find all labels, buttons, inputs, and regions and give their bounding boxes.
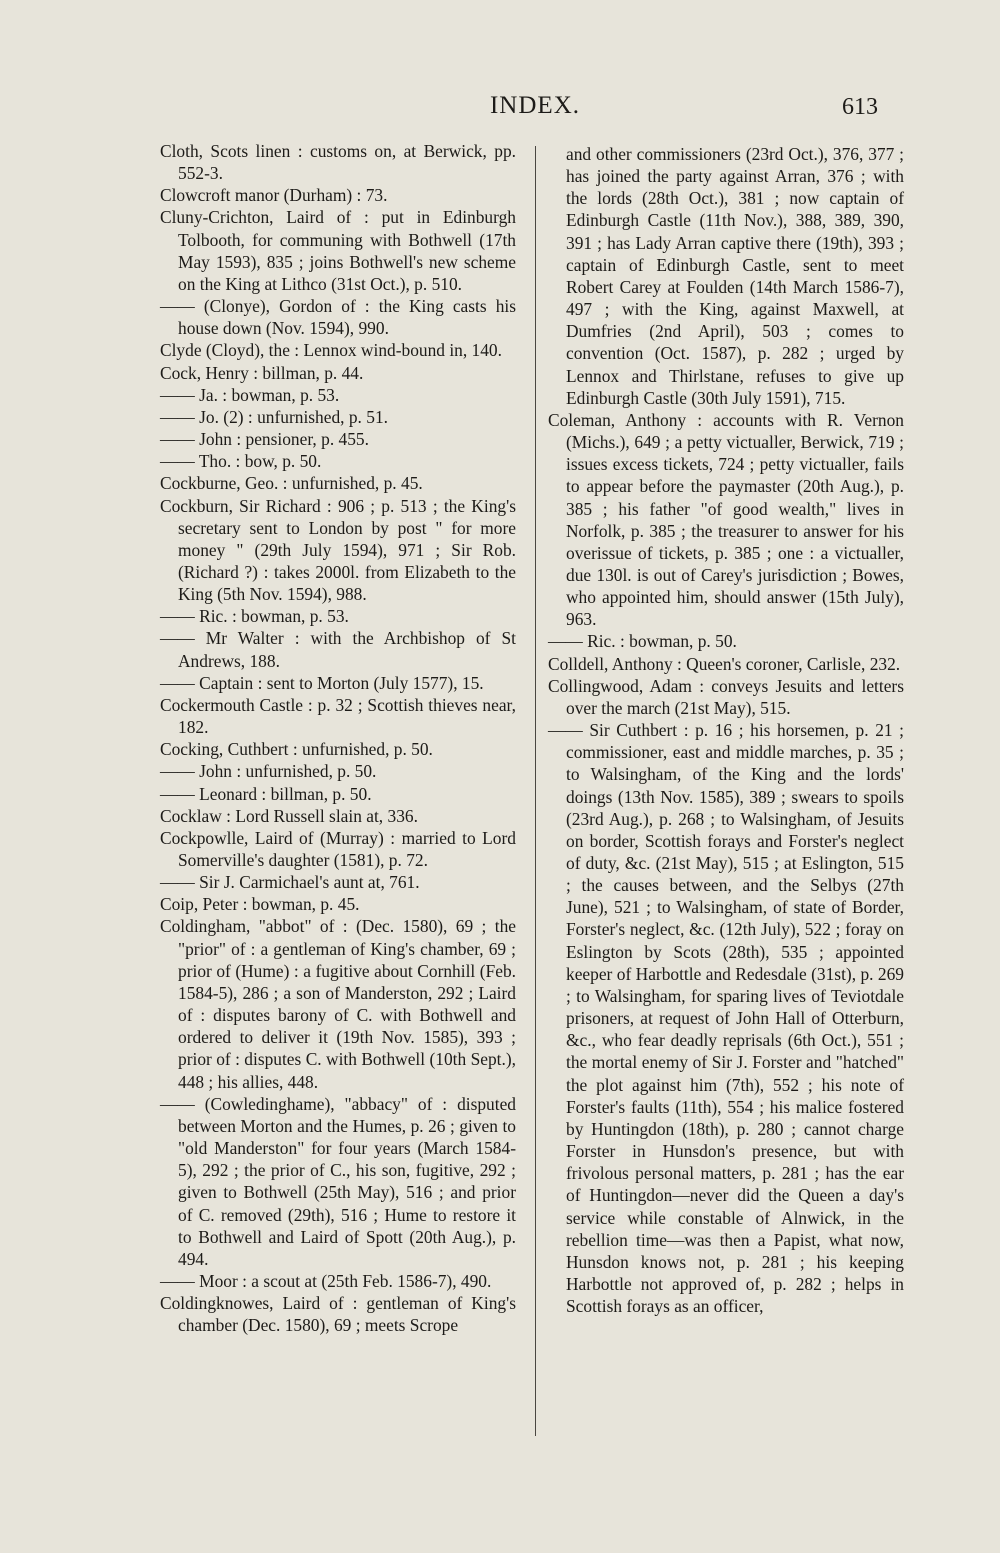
- index-entry: —— Leonard : billman, p. 50.: [160, 783, 372, 804]
- index-entry: —— John : unfurnished, p. 50.: [160, 761, 377, 782]
- index-entry: Cockermouth Castle : p. 32 ; Scottish thieves near, 182.: [160, 694, 516, 738]
- index-entry: Colldell, Anthony : Queen's coroner, Carlisle, 232.: [548, 653, 901, 674]
- index-column-right: [548, 143, 904, 1317]
- index-entry: —— Ja. : bowman, p. 53.: [160, 384, 340, 405]
- column-divider: [535, 146, 536, 1436]
- index-entry: —— Sir J. Carmichael's aunt at, 761.: [160, 872, 420, 893]
- index-entry: —— Ric. : bowman, p. 53.: [160, 606, 349, 627]
- index-entry: Cocklaw : Lord Russell slain at, 336.: [160, 805, 418, 826]
- index-entry: Cockburne, Geo. : unfurnished, p. 45.: [160, 473, 423, 494]
- index-entry: Cock, Henry : billman, p. 44.: [160, 362, 364, 383]
- index-entry: —— Captain : sent to Morton (July 1577), 15.: [160, 672, 484, 693]
- index-entry: —— Moor : a scout at (25th Feb. 1586-7), 490.: [160, 1270, 492, 1291]
- index-entry-continuation: and other commissioners (23rd Oct.), 376, 377 ; has joined the party against Arran, 376 ; with the lords (28th Oct.), 381 ; now captain of Edinburgh Castle (11th Nov.), 388, 389, 390, 391 ; has Lady Arran captive there (19th), 393 ; captain of Edinburgh Castle, sent to meet Robert Carey at Foulden (14th March 1586-7), 497 ; with the King, against Maxwell, at Dumfries (2nd April), 503 ; comes to convention (Oct. 1587), p. 282 ; urged by Lennox and Thirlstane, refuses to give up Edinburgh Castle (30th July 1591), 715.: [566, 144, 904, 408]
- index-entry: Cockburn, Sir Richard : 906 ; p. 513 ; the King's secretary sent to London by post " for more money " (29th July 1594), 971 ; Sir Rob. (Richard ?) : takes 2000l. from Elizabeth to the King (5th Nov. 1594), 988.: [160, 495, 516, 605]
- index-entry: Coleman, Anthony : accounts with R. Vernon (Michs.), 649 ; a petty victualler, Berwick, 719 ; issues excess tickets, 724 ; petty victualler, fails to appear before the paymaster (20th Aug.), p. 385 ; his father "of good wealth," lives in Norfolk, p. 385 ; the treasurer to answer for his overissue of tickets, p. 385 ; one : a victualler, due 130l. is out of Carey's jurisdiction ; Bowes, who appointed him, should answer (15th July), 963.: [548, 409, 904, 630]
- index-entry: Clyde (Cloyd), the : Lennox wind-bound in, 140.: [160, 340, 502, 361]
- index-entry: Cluny-Crichton, Laird of : put in Edinburgh Tolbooth, for communing with Bothwell (17th May 1593), 835 ; joins Bothwell's new scheme on the King at Lithco (31st Oct.), p. 510.: [160, 207, 516, 294]
- running-header-title: INDEX.: [489, 92, 580, 119]
- index-entry: Cloth, Scots linen : customs on, at Berwick, pp. 552-3.: [160, 141, 516, 184]
- index-column-left: [160, 140, 516, 1336]
- index-entry: Coldingham, "abbot" of : (Dec. 1580), 69 ; the "prior" of : a gentleman of King's chamber, 69 ; prior of (Hume) : a fugitive about Cornhill (Feb. 1584-5), 286 ; a son of Manderston, 292 ; Laird of : disputes barony of C. with Bothwell and ordered to deliver it (19th Nov. 1585), 393 ; prior of : disputes C. with Bothwell (10th Sept.), 448 ; his allies, 448.: [160, 916, 516, 1092]
- index-entry: Cockpowlle, Laird of (Murray) : married to Lord Somerville's daughter (1581), p. 72.: [160, 827, 516, 870]
- index-entry: —— John : pensioner, p. 455.: [160, 429, 369, 450]
- index-entry: Coip, Peter : bowman, p. 45.: [160, 894, 360, 915]
- index-entry: Cocking, Cuthbert : unfurnished, p. 50.: [160, 739, 433, 760]
- index-entry: —— Jo. (2) : unfurnished, p. 51.: [160, 406, 388, 427]
- index-entry: Collingwood, Adam : conveys Jesuits and letters over the march (21st May), 515.: [548, 675, 904, 718]
- index-entry: Clowcroft manor (Durham) : 73.: [160, 185, 388, 206]
- index-entry: —— Ric. : bowman, p. 50.: [548, 631, 737, 652]
- page-number: 613: [842, 94, 878, 120]
- index-entry: Coldingknowes, Laird of : gentleman of King's chamber (Dec. 1580), 69 ; meets Scrope: [160, 1293, 516, 1336]
- index-entry: —— (Clonye), Gordon of : the King casts his house down (Nov. 1594), 990.: [160, 296, 516, 339]
- index-entry: —— (Cowledinghame), "abbacy" of : disputed between Morton and the Humes, p. 26 ; given to "old Manderston" for four years (March 1584-5), 292 ; the prior of C., his son, fugitive, 292 ; given to Bothwell (25th May), 516 ; and prior of C. removed (29th), 516 ; Hume to restore it to Bothwell and Laird of Spott (20th Aug.), p. 494.: [160, 1093, 516, 1269]
- index-entry: —— Tho. : bow, p. 50.: [160, 451, 322, 472]
- index-entry: —— Sir Cuthbert : p. 16 ; his horsemen, p. 21 ; commissioner, east and middle marches, p. 35 ; to Walsingham, of the King and the lords' doings (13th Nov. 1585), 389 ; swears to spoils (23rd Aug.), p. 268 ; to Walsingham, of Jesuits on border, Scottish forays and Forster's neglect of duty, &c. (21st May), 515 ; at Eslington, 515 ; the causes between, and the Selbys (27th June), 521 ; to Walsingham, of state of Border, Forster's neglect, &c. (12th July), 522 ; foray on Eslington by Scots (28th), 535 ; appointed keeper of Harbottle and Redesdale (31st), p. 269 ; to Walsingham, for sparing lives of Teviotdale prisoners, at request of John Hall of Otterburn, &c., who fear deadly reprisals (6th Oct.), 551 ; the mortal enemy of Sir J. Forster and "hatched" the plot against him (7th), 552 ; his note of Forster's faults (11th), 554 ; his malice fostered by Huntingdon (18th), p. 280 ; cannot charge Forster in Hunsdon's presence, but with frivolous personal matters, p. 281 ; has the ear of Huntingdon—never did the Queen a day's service while constable of Alnwick, in the rebellion time—was then a Papist, what now, Hunsdon knows not, p. 281 ; his keeping Harbottle not approved of, p. 282 ; helps in Scottish forays as an officer,: [548, 720, 904, 1317]
- index-entry: —— Mr Walter : with the Archbishop of St Andrews, 188.: [160, 628, 516, 671]
